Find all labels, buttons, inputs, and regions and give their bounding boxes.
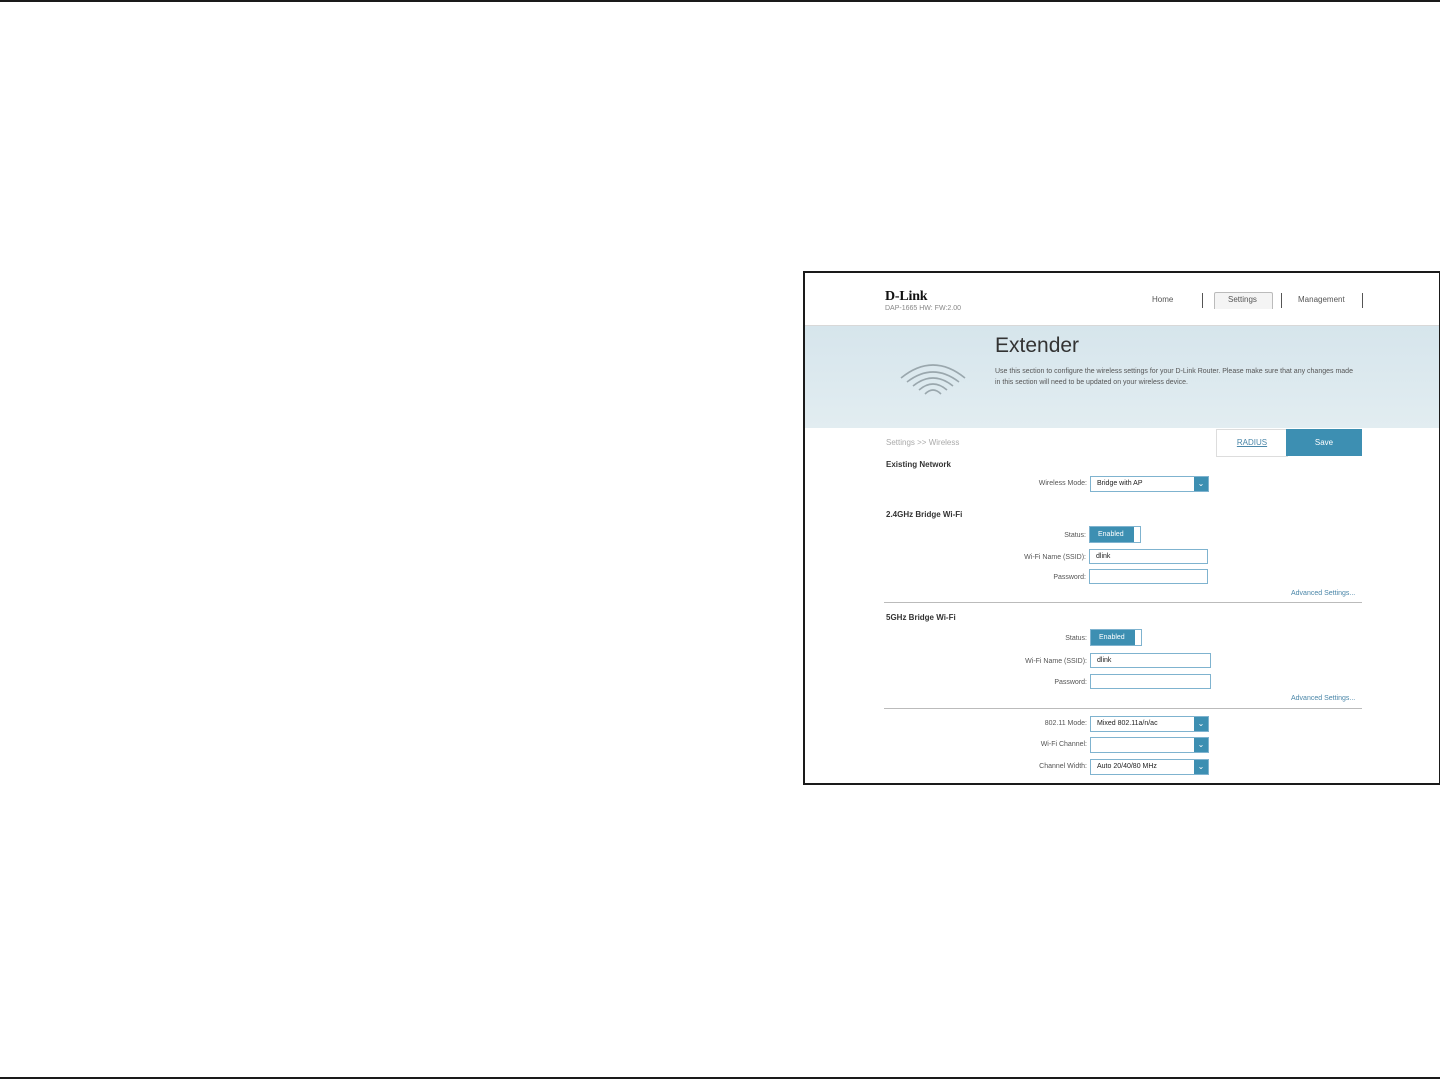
band5-status-label: Status: [1065,635,1087,642]
wifi-mode-select[interactable] [1090,716,1209,732]
channel-width-value: Auto 20/40/80 MHz [1097,763,1157,770]
wifi-icon [897,356,969,404]
radius-button[interactable]: RADIUS [1216,429,1288,457]
wifi-mode-label: 802.11 Mode: [1044,720,1087,727]
nav-divider [1202,293,1203,308]
band24-password-label: Password: [1053,574,1086,581]
save-button[interactable]: Save [1286,429,1362,456]
wifi-channel-select[interactable] [1090,737,1209,753]
nav-management[interactable]: Management [1298,295,1345,304]
wireless-mode-select[interactable] [1090,476,1209,492]
existing-network-heading: Existing Network [886,460,951,469]
band5-advanced-link[interactable]: Advanced Settings... [1291,695,1356,702]
band5-password-label: Password: [1054,679,1087,686]
band24-heading: 2.4GHz Bridge Wi-Fi [886,510,963,519]
page-banner [805,326,1439,428]
wireless-mode-label: Wireless Mode: [1038,480,1087,487]
band5-ssid-input[interactable]: dlink [1090,653,1211,668]
breadcrumb: Settings >> Wireless [886,438,960,447]
nav-settings[interactable]: Settings [1228,295,1257,304]
band5-status-value: Enabled [1091,630,1135,645]
page-description: Use this section to configure the wireless settings for your D-Link Router. Please make sure that any changes made in this section will need to be updated on your wireless device. [995,368,1353,386]
band5-ssid-label: Wi-Fi Name (SSID): [1025,658,1087,665]
band24-status-label: Status: [1064,532,1086,539]
chevron-down-icon: ⌄ [1194,760,1208,774]
page-title: Extender [995,334,1080,357]
band24-advanced-link[interactable]: Advanced Settings... [1291,590,1356,597]
page-top-rule [0,0,1440,2]
band24-ssid-label: Wi-Fi Name (SSID): [1024,554,1086,561]
band24-status-toggle[interactable] [1089,526,1141,543]
dlink-logo: D-Link [885,289,928,304]
page-bottom-rule [0,1077,1440,1079]
router-settings-screenshot [803,271,1440,785]
band5-status-toggle[interactable] [1090,629,1142,646]
band5-heading: 5GHz Bridge Wi-Fi [886,613,956,622]
model-info: DAP-1665 HW: FW:2.00 [885,305,961,312]
app-header [805,273,1439,326]
nav-home[interactable]: Home [1152,295,1174,304]
section-divider [884,708,1362,709]
channel-width-select[interactable] [1090,759,1209,775]
nav-divider [1362,293,1363,308]
wireless-mode-value: Bridge with AP [1097,480,1143,487]
channel-width-label: Channel Width: [1039,763,1087,770]
wifi-mode-value: Mixed 802.11a/n/ac [1097,720,1158,727]
nav-divider [1281,293,1282,308]
chevron-down-icon: ⌄ [1194,717,1208,731]
wifi-channel-label: Wi-Fi Channel: [1040,741,1087,748]
band24-password-input[interactable] [1089,569,1208,584]
chevron-down-icon: ⌄ [1194,477,1208,491]
band24-ssid-input[interactable]: dlink [1089,549,1208,564]
section-divider [884,602,1362,603]
band5-password-input[interactable] [1090,674,1211,689]
chevron-down-icon: ⌄ [1194,738,1208,752]
band24-status-value: Enabled [1090,527,1134,542]
